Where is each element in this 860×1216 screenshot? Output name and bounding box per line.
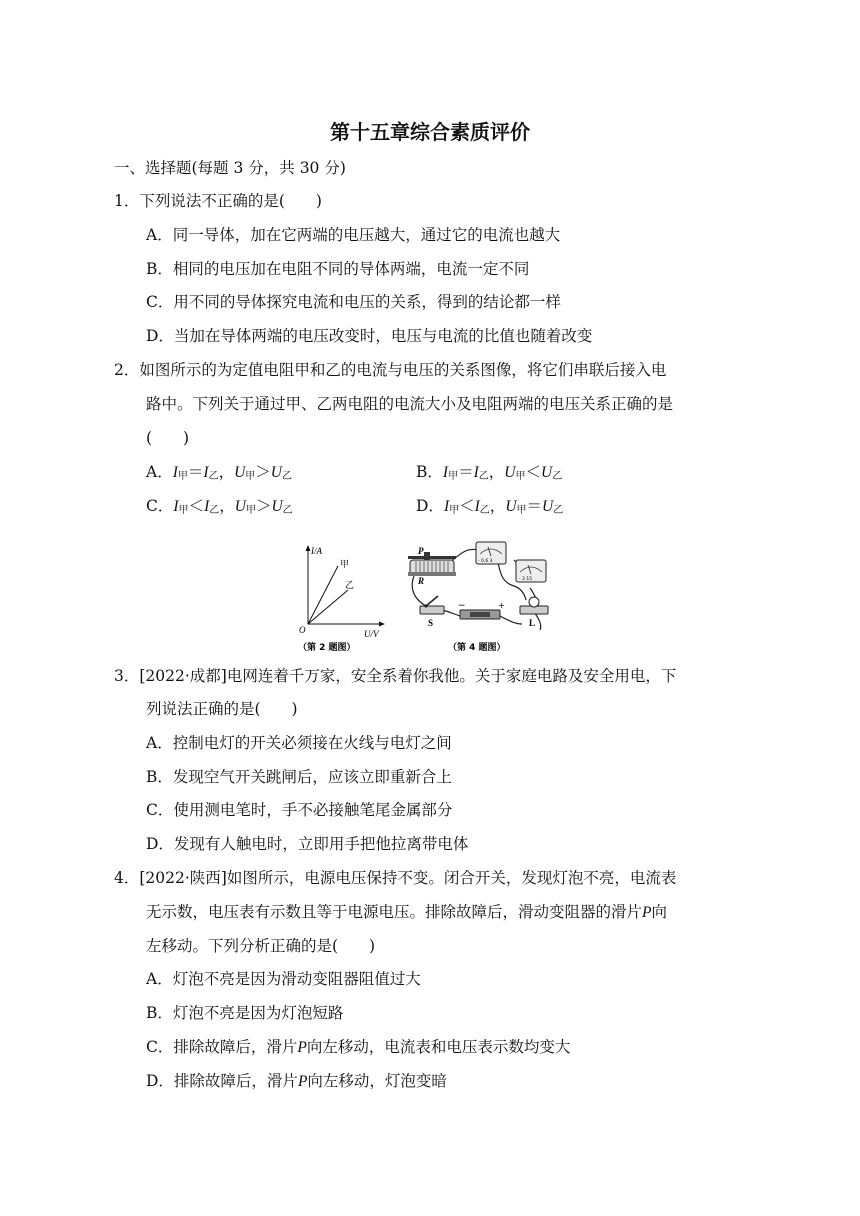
q3-option-a: A．控制电灯的开关必须接在火线与电灯之间 xyxy=(146,734,452,752)
q3-stem-line1: 3．[2022·成都]电网连着千万家，安全系着你我他。关于家庭电路及安全用电，下 xyxy=(114,667,677,685)
label-P: P xyxy=(418,546,424,556)
q4-figure-circuit xyxy=(404,540,564,658)
q1-option-c: C．用不同的导体探究电流和电压的关系，得到的结论都一样 xyxy=(146,293,561,311)
q1-option-b: B．相同的电压加在电阻不同的导体两端，电流一定不同 xyxy=(146,260,530,278)
q4-stem-line1: 4．[2022·陕西]如图所示，电源电压保持不变。闭合开关，发现灯泡不亮，电流表 xyxy=(114,869,677,887)
voltmeter-scale: - 3 15 xyxy=(519,577,533,582)
graph-x-arrow xyxy=(379,622,385,627)
rheostat-slider xyxy=(424,552,430,560)
q4-option-c: C．排除故障后，滑片P向左移动，电流表和电压表示数均变大 xyxy=(146,1038,571,1056)
q1-option-a: A．同一导体，加在它两端的电压越大，通过它的电流也越大 xyxy=(146,226,561,244)
lamp xyxy=(520,597,548,614)
q2-option-c: C．$I_甲<I_乙$，$U_甲>U_乙$ xyxy=(146,497,293,516)
q4-option-d: D．排除故障后，滑片P向左移动，灯泡变暗 xyxy=(146,1072,447,1090)
section-heading: 一、选择题(每题 3 分，共 30 分) xyxy=(114,159,346,177)
q3-stem-line2: 列说法正确的是( ) xyxy=(146,700,298,718)
q2-option-a: A．$I_甲=I_乙$，$U_甲>U_乙$ xyxy=(146,463,292,482)
label-L: L xyxy=(529,618,536,628)
q2-figure-caption: （第 2 题图） xyxy=(298,643,356,653)
ammeter-scale: - 0.6 3 xyxy=(478,559,493,564)
label-S: S xyxy=(428,618,434,628)
ammeter xyxy=(476,542,506,564)
graph-label-yi: 乙 xyxy=(345,581,355,591)
q4-option-a: A．灯泡不亮是因为滑动变阻器阻值过大 xyxy=(146,970,421,988)
graph-x-label: U/V xyxy=(364,629,379,639)
graph-label-jia: 甲 xyxy=(340,560,350,570)
q1-stem: 1．下列说法不正确的是( ) xyxy=(114,192,322,210)
graph-line-yi xyxy=(308,590,348,624)
battery-minus: − xyxy=(458,601,466,611)
q2-stem-line1: 2．如图所示的为定值电阻甲和乙的电流与电压的关系图像，将它们串联后接入电 xyxy=(114,361,667,379)
q2-option-b: B．$I_甲=I_乙$，$U_甲<U_乙$ xyxy=(416,463,563,482)
q3-option-b: B．发现空气开关跳闸后，应该立即重新合上 xyxy=(146,768,452,786)
q2-stem-line2: 路中。下列关于通过甲、乙两电阻的电流大小及电阻两端的电压关系正确的是 xyxy=(146,395,674,413)
q4-figure-caption: （第 4 题图） xyxy=(448,643,506,653)
q1-option-d: D．当加在导体两端的电压改变时，电压与电流的比值也随着改变 xyxy=(146,327,593,345)
graph-origin: O xyxy=(299,625,306,635)
q4-option-b: B．灯泡不亮是因为灯泡短路 xyxy=(146,1004,344,1022)
battery-plus: + xyxy=(498,601,505,610)
rheostat xyxy=(408,552,456,576)
q3-option-d: D．发现有人触电时，立即用手把他拉离带电体 xyxy=(146,835,469,853)
q2-figure-graph xyxy=(290,542,390,657)
graph-y-arrow xyxy=(306,545,311,551)
q3-option-c: C．使用测电笔时，手不必接触笔尾金属部分 xyxy=(146,801,453,819)
q4-stem-line3: 左移动。下列分析正确的是( ) xyxy=(146,937,376,955)
graph-y-label: I/A xyxy=(311,546,322,556)
graph-line-jia xyxy=(308,566,338,624)
q2-option-d: D．$I_甲<I_乙$，$U_甲=U_乙$ xyxy=(416,497,564,516)
page-title: 第十五章综合素质评价 xyxy=(330,120,530,144)
q4-stem-line2: 无示数，电压表有示数且等于电源电压。排除故障后，滑动变阻器的滑片P向 xyxy=(146,903,667,921)
voltmeter xyxy=(516,560,546,582)
q2-stem-line3: ( ) xyxy=(146,429,190,447)
battery xyxy=(460,610,500,619)
label-R: R xyxy=(418,576,425,586)
